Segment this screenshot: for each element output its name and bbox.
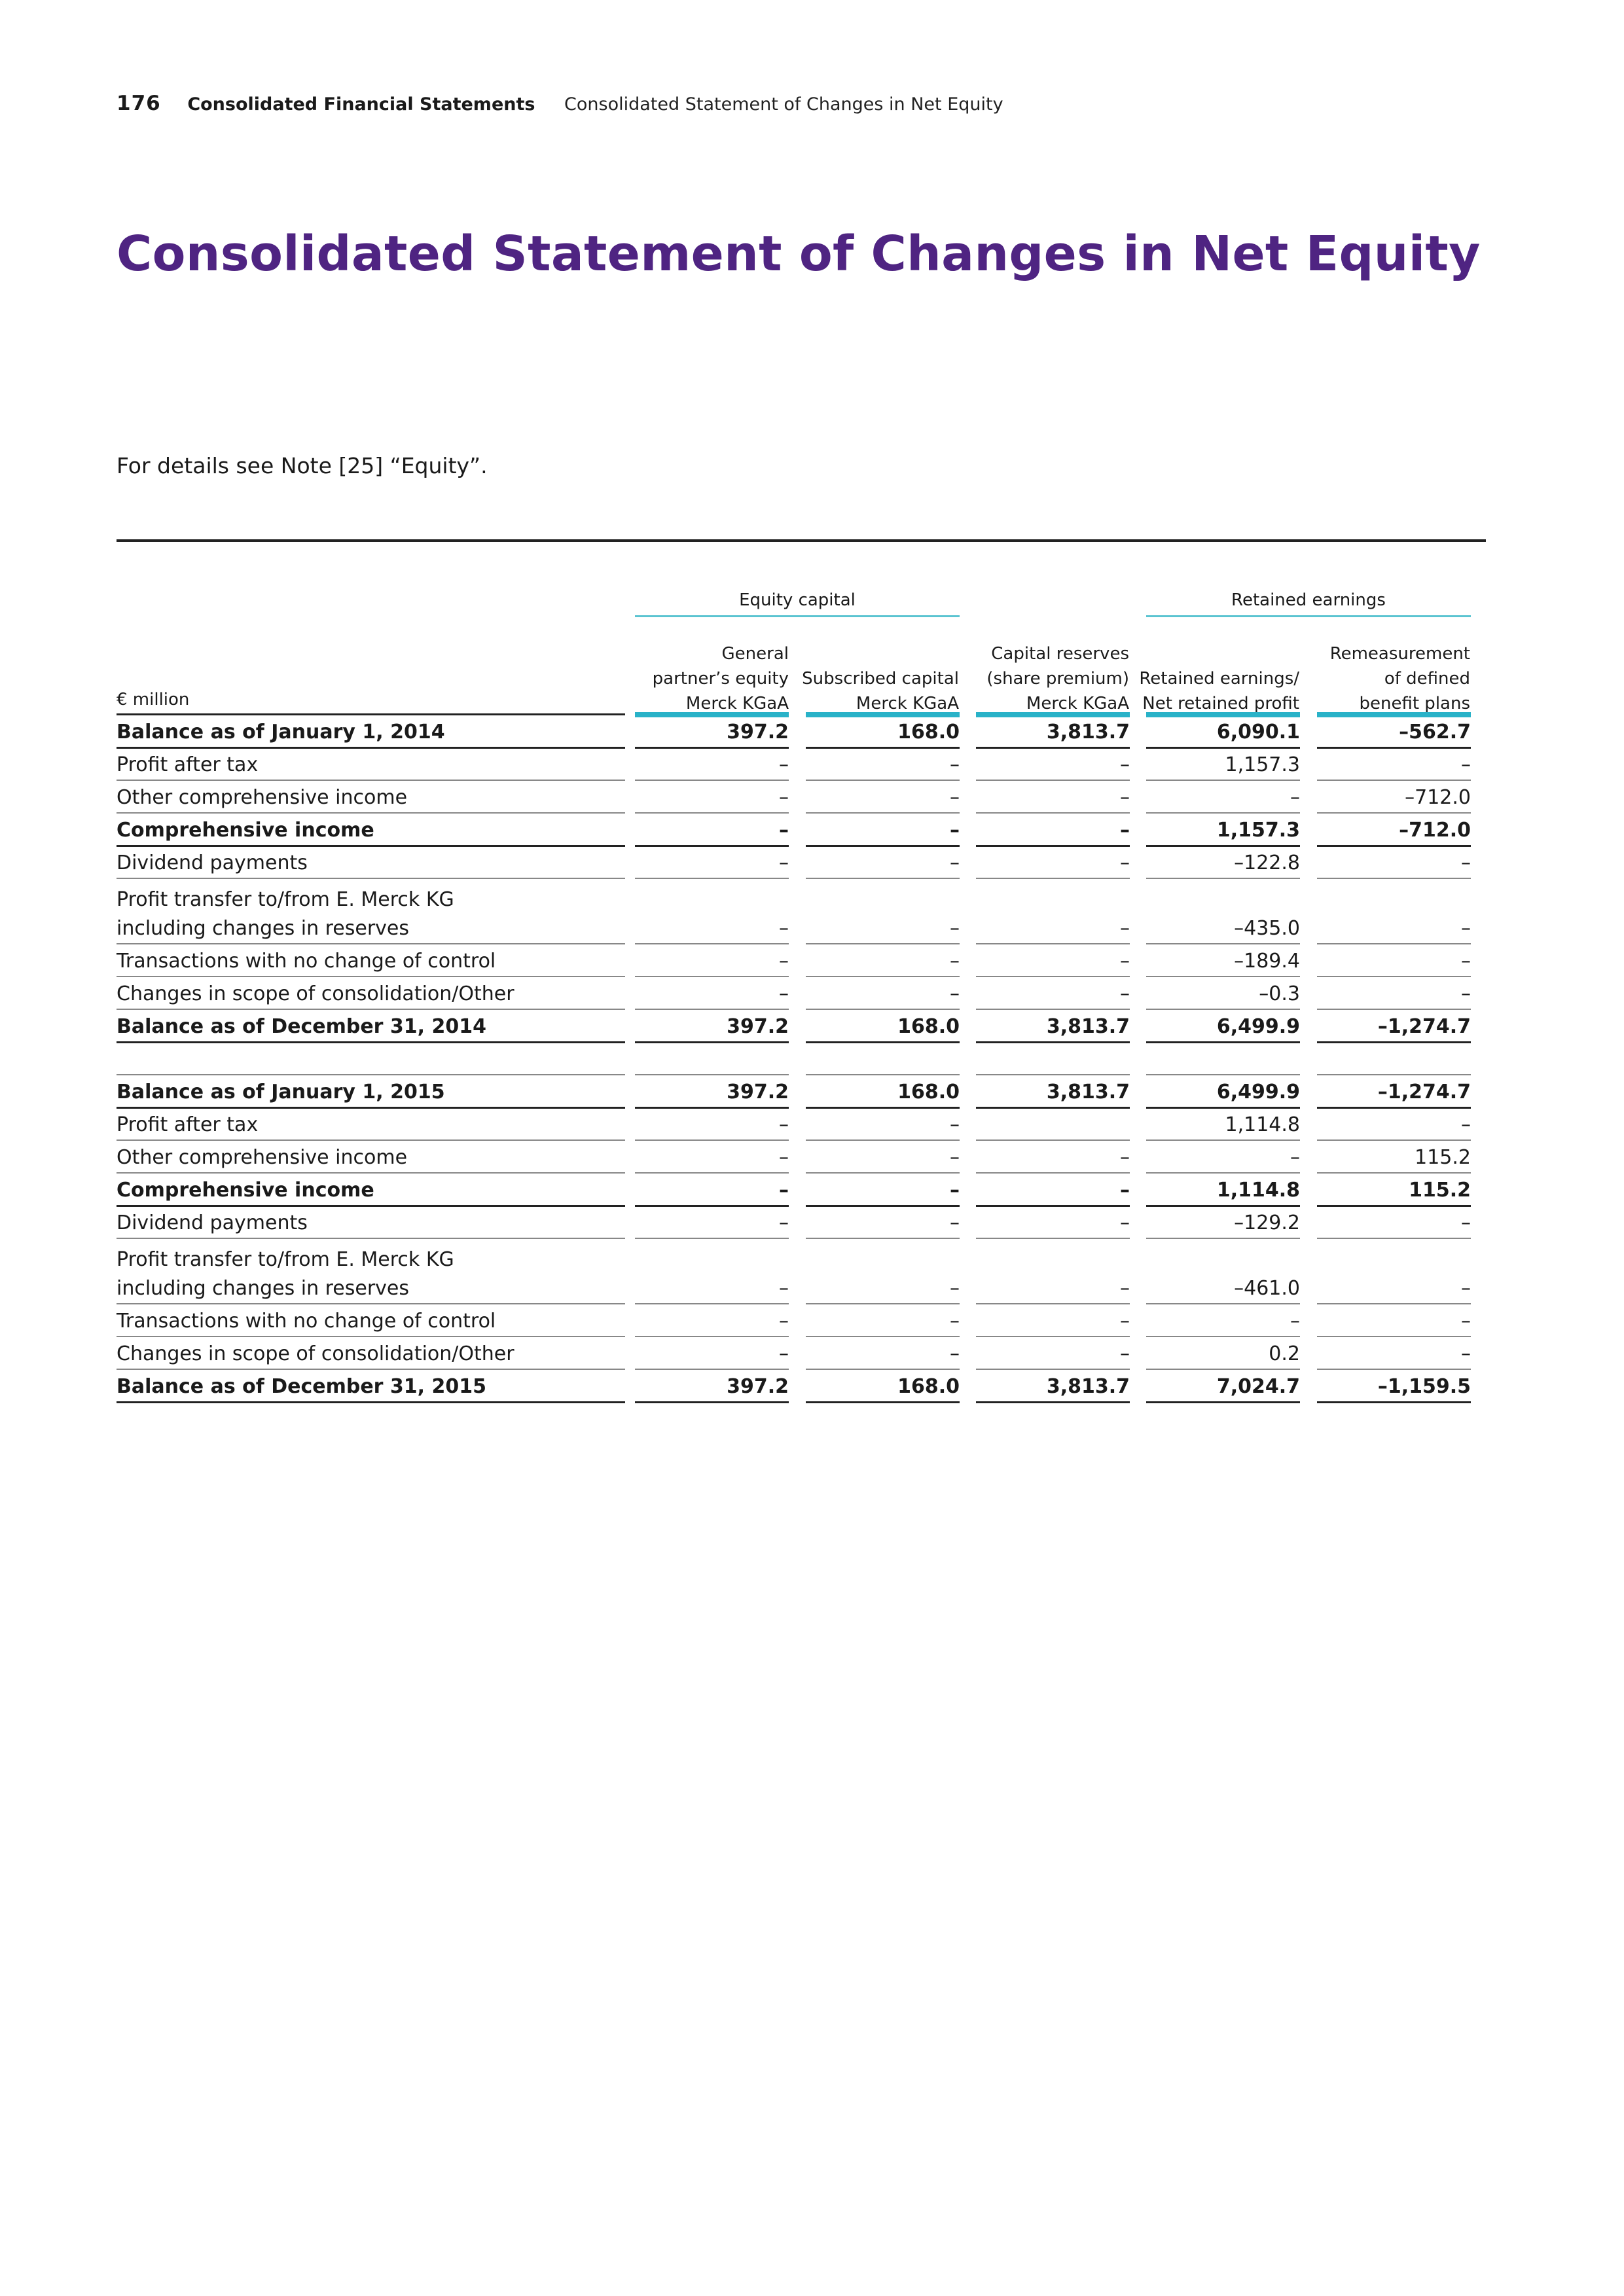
table-row	[0, 1174, 1624, 1206]
row-value: –	[1461, 917, 1471, 940]
row-value: 397.2	[727, 1375, 789, 1398]
row-value: –	[779, 1342, 789, 1365]
table-row	[0, 944, 1624, 977]
row-value: 3,813.7	[1046, 721, 1130, 744]
row-value: –	[1120, 982, 1130, 1005]
row-value: 397.2	[727, 721, 789, 744]
row-value: –	[950, 1146, 960, 1169]
row-value: –1,274.7	[1377, 1081, 1471, 1103]
table-row	[0, 1304, 1624, 1337]
row-value: 3,813.7	[1046, 1081, 1130, 1103]
row-value: –	[779, 852, 789, 874]
row-label: Other comprehensive income	[117, 786, 408, 809]
row-value: –	[1120, 950, 1130, 973]
column-header-general-partner-equity: General partner’s equity Merck KGaA	[652, 644, 789, 713]
row-value: –	[1120, 1146, 1130, 1169]
row-value: –	[779, 1277, 789, 1300]
row-value: –	[950, 950, 960, 973]
separator-rule	[806, 1074, 960, 1075]
row-value: 6,090.1	[1216, 721, 1300, 744]
row-label: Balance as of January 1, 2014	[117, 721, 445, 744]
row-value: –	[950, 1113, 960, 1136]
row-value: –1,274.7	[1377, 1015, 1471, 1038]
table-row	[0, 1239, 1624, 1304]
group-rule-equity-capital	[635, 615, 960, 617]
row-label: Balance as of December 31, 2015	[117, 1375, 487, 1398]
row-value: –	[1290, 786, 1300, 809]
row-label-continued: including changes in reserves	[117, 917, 410, 940]
cell-rule	[1146, 1401, 1300, 1403]
row-value: –	[779, 1146, 789, 1169]
row-value: –	[779, 786, 789, 809]
row-value: –	[950, 819, 960, 842]
row-value: –	[1461, 1211, 1471, 1234]
row-value: 168.0	[897, 721, 960, 744]
subsection-name: Consolidated Statement of Changes in Net Equity	[564, 94, 1003, 115]
separator-rule	[1146, 1074, 1300, 1075]
row-label: Profit after tax	[117, 1113, 259, 1136]
row-value: –	[779, 950, 789, 973]
table-row	[0, 814, 1624, 846]
column-header-subscribed-capital: Subscribed capital Merck KGaA	[802, 669, 959, 713]
row-rule	[117, 1401, 625, 1403]
cell-rule	[1317, 1401, 1471, 1403]
row-value: –	[950, 753, 960, 776]
row-value: –	[1120, 1211, 1130, 1234]
row-value: 168.0	[897, 1081, 960, 1103]
row-value: 397.2	[727, 1015, 789, 1038]
row-value: –122.8	[1234, 852, 1300, 874]
table-row	[0, 1141, 1624, 1174]
row-value: –	[950, 852, 960, 874]
row-value: –	[1290, 1310, 1300, 1333]
row-value: –	[779, 1113, 789, 1136]
row-value: –	[950, 1277, 960, 1300]
row-value: 115.2	[1409, 1179, 1471, 1202]
table-row	[0, 1075, 1624, 1108]
row-label: Profit transfer to/from E. Merck KG	[117, 888, 454, 911]
separator-rule	[1317, 1074, 1471, 1075]
row-value: –	[779, 753, 789, 776]
row-value: 6,499.9	[1216, 1015, 1300, 1038]
row-value: –	[1461, 1113, 1471, 1136]
table-top-rule	[117, 539, 1486, 542]
separator-rule	[976, 1074, 1130, 1075]
row-label-continued: including changes in reserves	[117, 1277, 410, 1300]
row-value: –	[1120, 786, 1130, 809]
row-value: 3,813.7	[1046, 1015, 1130, 1038]
table-row	[0, 1206, 1624, 1239]
table-row	[0, 748, 1624, 781]
row-value: –	[779, 917, 789, 940]
row-value: 1,157.3	[1216, 819, 1300, 842]
row-value: –	[779, 1310, 789, 1333]
table-row	[0, 977, 1624, 1010]
row-value: –	[1120, 1342, 1130, 1365]
row-label: Profit after tax	[117, 753, 259, 776]
row-label: Comprehensive income	[117, 819, 374, 842]
row-value: 115.2	[1415, 1146, 1471, 1169]
row-value: 168.0	[897, 1015, 960, 1038]
row-value: 168.0	[897, 1375, 960, 1398]
cell-rule	[976, 1401, 1130, 1403]
row-value: –189.4	[1234, 950, 1300, 973]
group-rule-retained-earnings	[1146, 615, 1471, 617]
row-value: 0.2	[1269, 1342, 1300, 1365]
row-value: –	[1461, 1277, 1471, 1300]
row-value: –	[1290, 1146, 1300, 1169]
blank-separator-row	[0, 1043, 1624, 1075]
column-header-remeasurement: Remeasurement of defined benefit plans	[1329, 644, 1470, 713]
running-head	[117, 92, 1003, 115]
note-reference: For details see Note [25] “Equity”.	[117, 453, 488, 478]
row-value: –	[1120, 1179, 1130, 1202]
row-value: –129.2	[1234, 1211, 1300, 1234]
row-label: Transactions with no change of control	[117, 1310, 496, 1333]
row-value: –	[950, 1310, 960, 1333]
page-number: 176	[117, 92, 161, 115]
row-value: –	[950, 786, 960, 809]
row-label: Transactions with no change of control	[117, 950, 496, 973]
row-value: 6,499.9	[1216, 1081, 1300, 1103]
row-label: Balance as of January 1, 2015	[117, 1081, 445, 1103]
row-value: 3,813.7	[1046, 1375, 1130, 1398]
row-label: Comprehensive income	[117, 1179, 374, 1202]
group-header-equity-capital: Equity capital	[739, 590, 856, 610]
row-value: –	[1120, 1277, 1130, 1300]
table-row	[0, 1370, 1624, 1403]
row-label: Profit transfer to/from E. Merck KG	[117, 1248, 454, 1271]
row-value: –	[950, 917, 960, 940]
row-value: 1,157.3	[1225, 753, 1300, 776]
table-row	[0, 879, 1624, 944]
column-header-capital-reserves: Capital reserves (share premium) Merck KGaA	[986, 644, 1129, 713]
row-value: –461.0	[1234, 1277, 1300, 1300]
row-value: –	[950, 1211, 960, 1234]
row-value: –0.3	[1259, 982, 1300, 1005]
row-value: –435.0	[1234, 917, 1300, 940]
row-value: 397.2	[727, 1081, 789, 1103]
row-value: –	[950, 982, 960, 1005]
row-value: –712.0	[1405, 786, 1471, 809]
row-value: –	[1461, 982, 1471, 1005]
separator-rule	[117, 1074, 625, 1075]
row-value: –	[950, 1179, 960, 1202]
cell-rule	[806, 1401, 960, 1403]
row-value: –	[779, 1211, 789, 1234]
row-value: –1,159.5	[1377, 1375, 1471, 1398]
table-row	[0, 1337, 1624, 1370]
row-label: Changes in scope of consolidation/Other	[117, 1342, 514, 1365]
row-value: –	[1120, 852, 1130, 874]
row-label: Changes in scope of consolidation/Other	[117, 982, 514, 1005]
row-value: –	[950, 1342, 960, 1365]
section-name: Consolidated Financial Statements	[187, 94, 535, 115]
group-header-retained-earnings: Retained earnings	[1231, 590, 1386, 610]
unit-label: € million	[117, 690, 190, 709]
table-row	[0, 715, 1624, 748]
row-value: –	[1461, 753, 1471, 776]
row-value: –	[1461, 852, 1471, 874]
row-value: 1,114.8	[1216, 1179, 1300, 1202]
row-value: –	[779, 819, 789, 842]
row-value: –	[779, 982, 789, 1005]
row-value: –	[1120, 917, 1130, 940]
row-value: –	[1120, 753, 1130, 776]
column-header-retained-earnings: Retained earnings/ Net retained profit	[1139, 669, 1299, 713]
row-label: Dividend payments	[117, 1211, 308, 1234]
row-value: 7,024.7	[1216, 1375, 1300, 1398]
row-value: –712.0	[1399, 819, 1471, 842]
page-title: Consolidated Statement of Changes in Net Equity	[117, 226, 1481, 282]
table-row	[0, 1108, 1624, 1141]
row-label: Dividend payments	[117, 852, 308, 874]
row-value: –	[1461, 1342, 1471, 1365]
table-row	[0, 1010, 1624, 1043]
table-row	[0, 846, 1624, 879]
separator-rule	[635, 1074, 789, 1075]
row-value: 1,114.8	[1225, 1113, 1300, 1136]
table-row	[0, 781, 1624, 814]
row-value: –	[1120, 819, 1130, 842]
cell-rule	[635, 1401, 789, 1403]
row-label: Balance as of December 31, 2014	[117, 1015, 487, 1038]
row-value: –	[779, 1179, 789, 1202]
row-value: –	[1461, 950, 1471, 973]
row-value: –	[1461, 1310, 1471, 1333]
row-value: –562.7	[1399, 721, 1471, 744]
row-value: –	[1120, 1310, 1130, 1333]
row-label: Other comprehensive income	[117, 1146, 408, 1169]
